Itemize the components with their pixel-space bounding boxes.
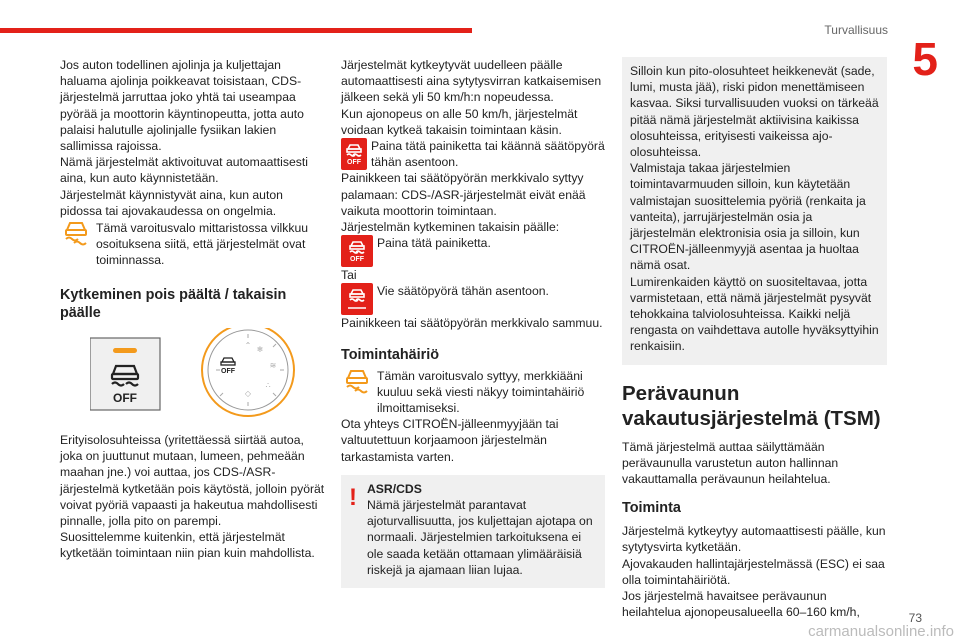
off-button-label: OFF [113,391,137,405]
paragraph: Silloin kun pito-olosuhteet heikkenevät (sade, lumi, musta jää), riski pidon menettämiseen kasvaa. Siksi turvallisuuden vuoksi on tärkeää pitää nämä järjestelmät aktiivisina kaikissa olosuhteissa, erityisesti vaikeissa ajo-olosuhteissa. [630,64,879,160]
paragraph: Järjestelmät käynnistyvät aina, kun auton pidossa tai ajovakaudessa on ongelmia. [60,187,283,218]
icon-instruction [341,235,605,267]
warning-note [60,220,328,269]
paragraph: Järjestelmä kytkeytyy automaattisesti päälle, kun sytytysvirta kytketään. [622,524,886,555]
paragraph: Painikkeen tai säätöpyörän merkkivalo sammuu. [341,316,603,331]
section-heading: Toimintahäiriö [341,346,440,363]
esc-off-icon [341,138,367,170]
exclamation-icon: ! [349,483,357,511]
paragraph: Järjestelmän kytkeminen takaisin päälle: [341,220,560,235]
button-indicator-led [113,348,137,353]
icon-instruction [341,283,605,315]
esc-off-icon [341,235,373,267]
section-heading: Toiminta [622,500,681,517]
column-3 [622,57,887,620]
esc-dial-icon [341,283,373,315]
paragraph: Nämä järjestelmät aktivoituvat automaattisesti aina, kun auto käynnistetään. [60,155,308,186]
dial-off-label: OFF [221,368,235,375]
info-box [622,57,887,365]
warning-note [341,368,605,417]
instruction-text: Vie säätöpyörä tähän asentoon. [377,284,549,299]
warning-text: Tämän varoitusvalo syttyy, merkkiääni kuuluu sekä viesti näkyy toimintahäiriö ilmoittamiseksi. [377,368,585,416]
chapter-heading: Perävaunun vakautusjärjestelmä (TSM) [622,381,881,430]
hill-mode-icon: ⌃ [244,341,252,350]
skid-warning-icon [60,220,92,246]
paragraph: Kun ajonopeus on alle 50 km/h, järjestelmät voidaan kytkeä takaisin toimintaan käsin. [341,106,578,137]
instruction-text: Paina tätä painiketta. [377,236,491,251]
chapter-accent-bar [0,28,472,33]
svg-text:OFF: OFF [350,256,364,264]
svg-text:OFF: OFF [347,159,361,167]
skid-warning-icon [341,368,373,394]
warning-text: Tämä varoitusvalo mittaristossa vilkkuu osoituksena siitä, että järjestelmät ovat toiminnassa. [96,221,308,268]
column-2 [341,57,605,588]
sand-mode-icon: ∴ [265,381,271,390]
paragraph: Erityisolosuhteissa (yritettäessä siirtää autoa, joka on juuttunut mutaan, lumeen, pehmeään maahan jne.) voi auttaa, jos CDS-/ASR-järjestelmä kytketään pois käytöstä, jolloin pyörät voivat pyöriä vapaasti ja hakeutua mahdollisesti pinnalle, jolla pito on parempi. [60,433,325,529]
paragraph: Valmistaja takaa järjestelmien toimintavarmuuden silloin, kun käytetään valmistajan suosittelemia pyöriä (renkaita ja vanteita), jarrujärjestelmän osia ja järjestelmän elektronisia osia ja silloin, kun CITROËN-jälleenmyyjä asentaa ja huoltaa nämä osat. [630,161,866,273]
column-1-lower [60,432,328,562]
column-1 [60,57,328,322]
paragraph: Ota yhteys CITROËN-jälleenmyyjään tai valtuutettuun korjaamoon järjestelmän tarkastamista varten. [341,417,559,464]
section-heading: Kytkeminen pois päältä / takaisin päälle [60,286,287,321]
snow-mode-icon: ❄ [256,345,264,354]
alert-box [341,475,605,588]
instruction-text: Paina tätä painiketta tai käännä säätöpyörä tähän asentoon. [371,139,605,170]
paragraph: Jos auton todellinen ajolinja ja kuljettajan haluama ajolinja poikkeavat toisistaan, CDS-järjestelmä jarruttaa joko yhtä tai useampaa pyörää ja moottorin käyntinopeutta, jotta auto palaisi halutulle ajolinjalle fysiikan lakien sallimissa rajoissa. [60,58,304,154]
paragraph: Lumirenkaiden käyttö on suositeltavaa, jotta varmistetaan, että nämä järjestelmät pysyvät tehokkaina talviolosuhteissa. Kaikki neljä rengasta on vaihdettava autolle hyväksyttyihin renkaisiin. [630,274,879,354]
section-title: Turvallisuus [824,23,888,37]
paragraph: Tai [341,268,357,283]
icon-instruction [341,138,605,170]
normal-mode-icon: ◇ [244,389,252,398]
alert-title: ASR/CDS [367,481,422,496]
mud-mode-icon: ≋ [269,361,277,370]
page-number: 73 [908,611,922,625]
paragraph: Jos järjestelmä havaitsee perävaunun heilahtelua ajonopeusalueella 60–160 km/h, [622,589,860,620]
esc-controls-illustration [90,328,310,433]
paragraph: Ajovakauden hallintajärjestelmässä (ESC) ei saa olla toimintahäiriötä. [622,556,885,587]
paragraph: Järjestelmät kytkeytyvät uudelleen päälle automaattisesti aina sytytysvirran katkaisemisen jälkeen sekä yli 50 km/h:n nopeudessa. [341,58,602,105]
chapter-number: 5 [912,33,938,85]
paragraph: Suosittelemme kuitenkin, että järjestelmät kytketään toimintaan niin pian kuin mahdollista. [60,530,315,561]
paragraph: Painikkeen tai säätöpyörän merkkivalo syttyy palamaan: CDS-/ASR-järjestelmät eivät enää vaikuta moottorin toimintaan. [341,171,586,218]
watermark: carmanualsonline.info [808,623,954,640]
alert-text: Nämä järjestelmät parantavat ajoturvallisuutta, jos kuljettajan ajotapa on normaali. Järjestelmien tarkoituksena ei ole saada ketään ottamaan ylimääräisiä riskejä ja ajamaan liian lujaa. [367,498,593,577]
paragraph: Tämä järjestelmä auttaa säilyttämään perävaunulla varustetun auton hallinnan vakauttamalla perävaunun heilahtelua. [622,439,839,487]
